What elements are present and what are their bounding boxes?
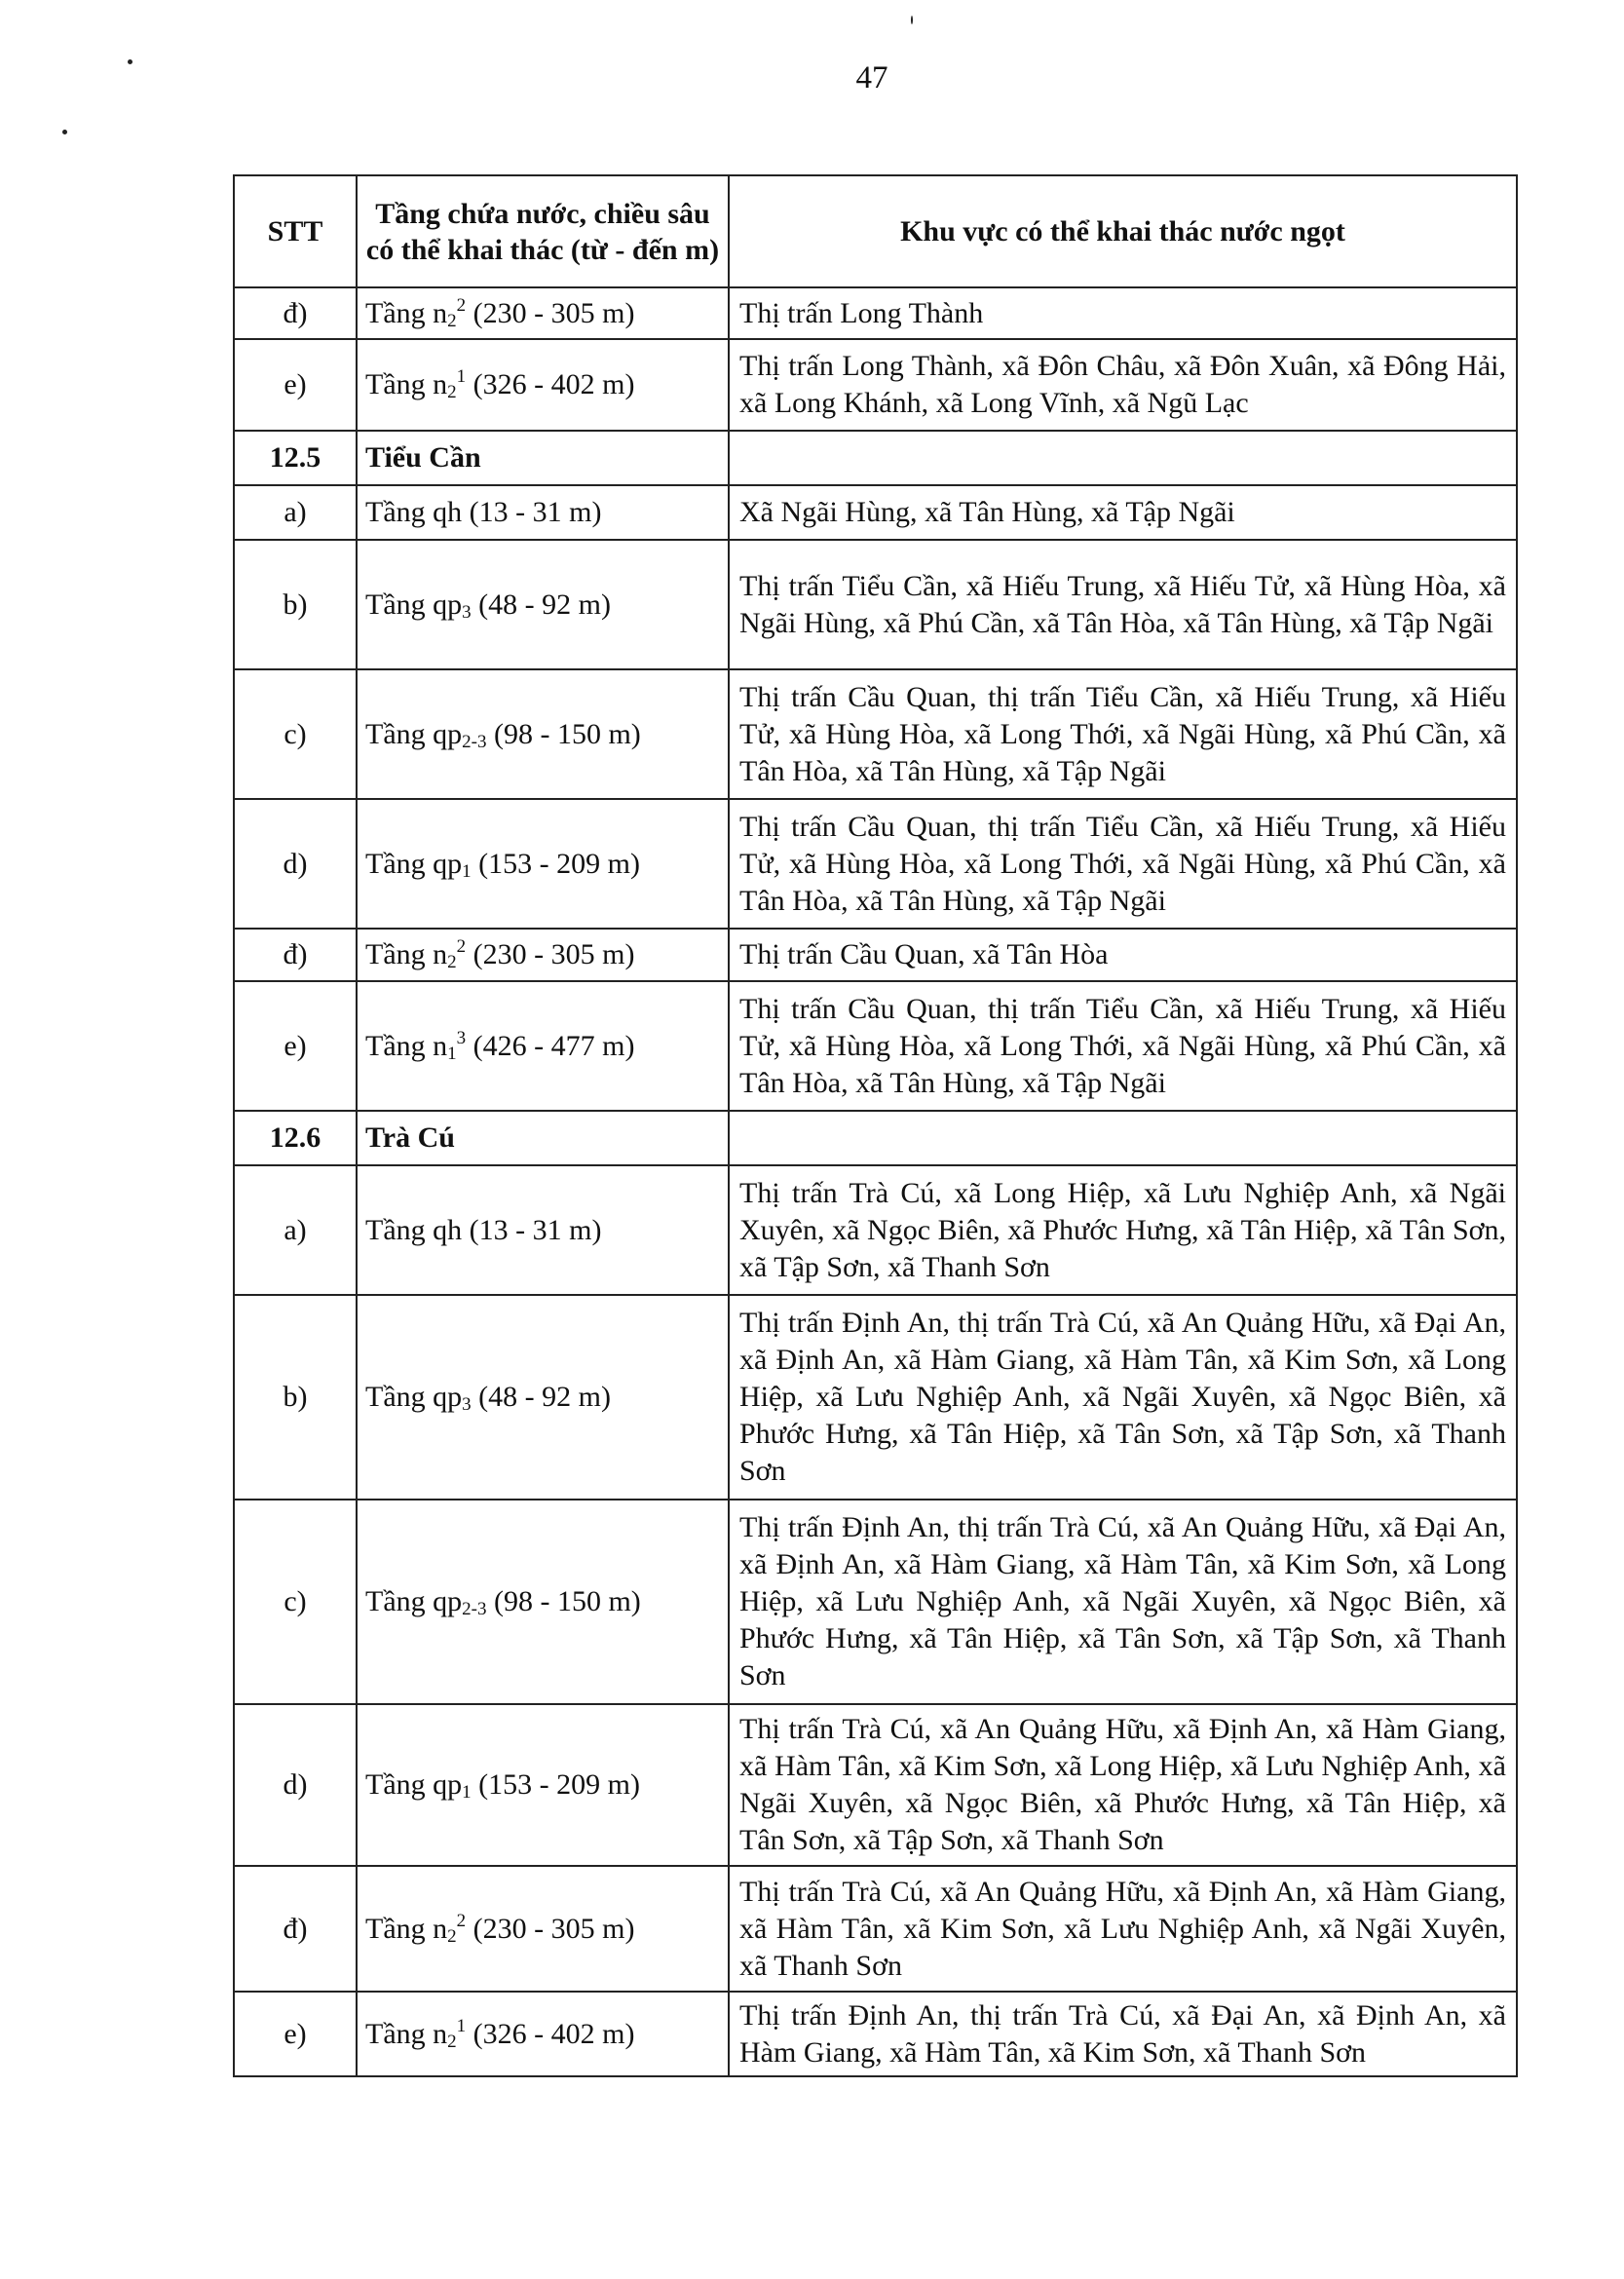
aquifer-layer bbox=[357, 981, 729, 1111]
table-row bbox=[234, 1992, 1517, 2076]
row-label: d) bbox=[234, 1704, 357, 1866]
row-label: c) bbox=[234, 669, 357, 799]
layer-name: Tầng n bbox=[365, 2017, 448, 2050]
extraction-area: Thị trấn Long Thành, xã Đôn Châu, xã Đôn Xuân, xã Đông Hải, xã Long Khánh, xã Long Vĩnh, xã Ngũ Lạc bbox=[729, 339, 1517, 431]
layer-name: Tầng n bbox=[365, 1912, 448, 1945]
layer-subscript: 2 bbox=[447, 382, 457, 402]
header-stt: STT bbox=[234, 175, 357, 287]
layer-subscript: 3 bbox=[462, 1394, 472, 1415]
section-number: 12.5 bbox=[234, 431, 357, 485]
layer-superscript: 2 bbox=[456, 1910, 467, 1931]
row-label: đ) bbox=[234, 287, 357, 339]
extraction-area: Thị trấn Trà Cú, xã An Quảng Hữu, xã Định An, xã Hàm Giang, xã Hàm Tân, xã Kim Sơn, xã Long Hiệp, xã Lưu Nghiệp Anh, xã Ngãi Xuyên, xã Ngọc Biên, xã Phước Hưng, xã Tân Hiệp, xã Tân Sơn, xã Tập Sơn, xã Thanh Sơn bbox=[729, 1704, 1517, 1866]
layer-subscript: 1 bbox=[447, 1043, 457, 1064]
aquifer-layer bbox=[357, 1866, 729, 1992]
layer-subscript: 1 bbox=[462, 860, 472, 882]
section-name: Tiểu Cần bbox=[357, 431, 729, 485]
extraction-area: Thị trấn Định An, thị trấn Trà Cú, xã An Quảng Hữu, xã Đại An, xã Định An, xã Hàm Giang, xã Hàm Tân, xã Kim Sơn, xã Long Hiệp, xã Lưu Nghiệp Anh, xã Ngãi Xuyên, xã Ngọc Biên, xã Phước Hưng, xã Tân Hiệp, xã Tân Sơn, xã Tập Sơn, xã Thanh Sơn bbox=[729, 1500, 1517, 1704]
table-row bbox=[234, 1704, 1517, 1866]
page-number: 47 bbox=[855, 60, 888, 95]
table-row bbox=[234, 1295, 1517, 1500]
extraction-area: Thị trấn Cầu Quan, xã Tân Hòa bbox=[729, 929, 1517, 981]
layer-subscript: 2-3 bbox=[462, 731, 487, 752]
layer-name: Tầng n bbox=[365, 1029, 448, 1062]
table-row bbox=[234, 287, 1517, 339]
extraction-area: Thị trấn Cầu Quan, thị trấn Tiểu Cần, xã Hiếu Trung, xã Hiếu Tử, xã Hùng Hòa, xã Long Thới, xã Ngãi Hùng, xã Phú Cần, xã Tân Hòa, xã Tân Hùng, xã Tập Ngãi bbox=[729, 799, 1517, 929]
layer-superscript: 1 bbox=[456, 366, 467, 387]
layer-name: Tầng qp bbox=[365, 1381, 463, 1413]
row-label: d) bbox=[234, 799, 357, 929]
layer-subscript: 1 bbox=[462, 1782, 472, 1803]
aquifer-layer bbox=[357, 287, 729, 339]
extraction-area: Thị trấn Định An, thị trấn Trà Cú, xã An Quảng Hữu, xã Đại An, xã Định An, xã Hàm Giang, xã Hàm Tân, xã Kim Sơn, xã Long Hiệp, xã Lưu Nghiệp Anh, xã Ngãi Xuyên, xã Ngọc Biên, xã Phước Hưng, xã Tân Hiệp, xã Tân Sơn, xã Tập Sơn, xã Thanh Sơn bbox=[729, 1295, 1517, 1500]
extraction-area: Thị trấn Cầu Quan, thị trấn Tiểu Cần, xã Hiếu Trung, xã Hiếu Tử, xã Hùng Hòa, xã Long Thới, xã Ngãi Hùng, xã Phú Cần, xã Tân Hòa, xã Tân Hùng, xã Tập Ngãi bbox=[729, 669, 1517, 799]
aquifer-layer bbox=[357, 1295, 729, 1500]
extraction-area: Thị trấn Định An, thị trấn Trà Cú, xã Đại An, xã Định An, xã Hàm Giang, xã Hàm Tân, xã Kim Sơn, xã Thanh Sơn bbox=[729, 1992, 1517, 2076]
depth-range: (153 - 209 m) bbox=[471, 1768, 640, 1801]
layer-superscript: 3 bbox=[456, 1027, 467, 1048]
aquifer-layer bbox=[357, 799, 729, 929]
table-row bbox=[234, 981, 1517, 1111]
layer-name: Tầng qp bbox=[365, 1768, 463, 1801]
aquifer-layer bbox=[357, 1992, 729, 2076]
aquifer-layer bbox=[357, 339, 729, 431]
layer-subscript: 2-3 bbox=[462, 1599, 487, 1619]
layer-name: Tầng qp bbox=[365, 588, 463, 621]
header-layer: Tầng chứa nước, chiều sâu có thể khai thác (từ - đến m) bbox=[357, 175, 729, 287]
aquifer-layer bbox=[357, 929, 729, 981]
layer-superscript: 1 bbox=[456, 2015, 467, 2036]
section-name: Trà Cú bbox=[357, 1111, 729, 1165]
row-label: a) bbox=[234, 1165, 357, 1295]
table-row bbox=[234, 1165, 1517, 1295]
depth-range: (48 - 92 m) bbox=[471, 588, 611, 621]
extraction-area: Thị trấn Long Thành bbox=[729, 287, 1517, 339]
aquifer-layer bbox=[357, 669, 729, 799]
aquifer-layer bbox=[357, 1165, 729, 1295]
layer-name: Tầng qp bbox=[365, 717, 463, 750]
table-row bbox=[234, 1500, 1517, 1704]
row-label: b) bbox=[234, 1295, 357, 1500]
depth-range: (153 - 209 m) bbox=[471, 847, 640, 880]
section-row bbox=[234, 431, 1517, 485]
table-row bbox=[234, 799, 1517, 929]
row-label: đ) bbox=[234, 929, 357, 981]
extraction-area: Thị trấn Cầu Quan, thị trấn Tiểu Cần, xã Hiếu Trung, xã Hiếu Tử, xã Hùng Hòa, xã Long Thới, xã Ngãi Hùng, xã Phú Cần, xã Tân Hòa, xã Tân Hùng, xã Tập Ngãi bbox=[729, 981, 1517, 1111]
extraction-area: Thị trấn Trà Cú, xã Long Hiệp, xã Lưu Nghiệp Anh, xã Ngãi Xuyên, xã Ngọc Biên, xã Phước Hưng, xã Tân Hiệp, xã Tân Sơn, xã Tập Sơn, xã Thanh Sơn bbox=[729, 1165, 1517, 1295]
depth-range: (230 - 305 m) bbox=[466, 1912, 635, 1945]
table-row bbox=[234, 929, 1517, 981]
section-empty-cell bbox=[729, 1111, 1517, 1165]
table-body bbox=[234, 287, 1517, 2076]
depth-range: (13 - 31 m) bbox=[462, 1213, 602, 1246]
section-empty-cell bbox=[729, 431, 1517, 485]
depth-range: (98 - 150 m) bbox=[486, 717, 641, 750]
water-extraction-table bbox=[233, 174, 1518, 2077]
table-row bbox=[234, 669, 1517, 799]
extraction-area: Thị trấn Tiểu Cần, xã Hiếu Trung, xã Hiếu Tử, xã Hùng Hòa, xã Ngãi Hùng, xã Phú Cần, xã Tân Hòa, xã Tân Hùng, xã Tập Ngãi bbox=[729, 540, 1517, 669]
layer-subscript: 3 bbox=[462, 601, 472, 623]
layer-subscript: 2 bbox=[447, 2031, 457, 2052]
aquifer-layer bbox=[357, 485, 729, 540]
scan-speck bbox=[128, 59, 132, 64]
row-label: b) bbox=[234, 540, 357, 669]
depth-range: (48 - 92 m) bbox=[471, 1381, 611, 1413]
table-row bbox=[234, 339, 1517, 431]
depth-range: (98 - 150 m) bbox=[486, 1585, 641, 1617]
layer-subscript: 2 bbox=[447, 310, 457, 331]
depth-range: (230 - 305 m) bbox=[466, 938, 635, 970]
layer-subscript: 2 bbox=[447, 952, 457, 972]
extraction-area: Xã Ngãi Hùng, xã Tân Hùng, xã Tập Ngãi bbox=[729, 485, 1517, 540]
layer-name: Tầng qp bbox=[365, 847, 463, 880]
section-row bbox=[234, 1111, 1517, 1165]
depth-range: (13 - 31 m) bbox=[462, 496, 602, 528]
table-header-row bbox=[234, 175, 1517, 287]
layer-name: Tầng qh bbox=[365, 496, 463, 528]
row-label: e) bbox=[234, 981, 357, 1111]
table-row bbox=[234, 485, 1517, 540]
layer-subscript: 2 bbox=[447, 1925, 457, 1947]
layer-name: Tầng n bbox=[365, 368, 448, 400]
table-row bbox=[234, 540, 1517, 669]
table-row bbox=[234, 1866, 1517, 1992]
layer-superscript: 2 bbox=[456, 936, 467, 957]
layer-name: Tầng n bbox=[365, 296, 448, 329]
extraction-area: Thị trấn Trà Cú, xã An Quảng Hữu, xã Định An, xã Hàm Giang, xã Hàm Tân, xã Kim Sơn, xã Lưu Nghiệp Anh, xã Ngãi Xuyên, xã Thanh Sơn bbox=[729, 1866, 1517, 1992]
row-label: e) bbox=[234, 339, 357, 431]
layer-name: Tầng qh bbox=[365, 1213, 463, 1246]
layer-name: Tầng n bbox=[365, 938, 448, 970]
scan-speck bbox=[911, 16, 913, 24]
aquifer-layer bbox=[357, 1500, 729, 1704]
depth-range: (230 - 305 m) bbox=[466, 296, 635, 329]
layer-superscript: 2 bbox=[456, 294, 467, 316]
depth-range: (426 - 477 m) bbox=[466, 1029, 635, 1062]
layer-name: Tầng qp bbox=[365, 1585, 463, 1617]
row-label: e) bbox=[234, 1992, 357, 2076]
row-label: c) bbox=[234, 1500, 357, 1704]
row-label: đ) bbox=[234, 1866, 357, 1992]
scan-speck bbox=[62, 130, 67, 134]
depth-range: (326 - 402 m) bbox=[466, 368, 635, 400]
row-label: a) bbox=[234, 485, 357, 540]
section-number: 12.6 bbox=[234, 1111, 357, 1165]
depth-range: (326 - 402 m) bbox=[466, 2017, 635, 2050]
aquifer-layer bbox=[357, 540, 729, 669]
aquifer-layer bbox=[357, 1704, 729, 1866]
header-area: Khu vực có thể khai thác nước ngọt bbox=[729, 175, 1517, 287]
